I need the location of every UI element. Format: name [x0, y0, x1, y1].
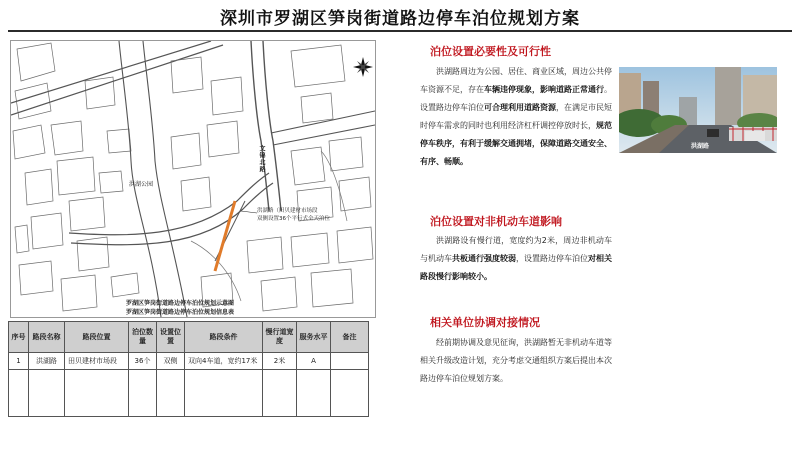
text-run-bold: 规范停车秩序，有利于缓解交通拥堵，保障道路交通安全、有序、畅顺。 — [420, 121, 612, 166]
table-row-empty — [9, 370, 369, 417]
table-row — [9, 353, 369, 370]
map-drawing — [11, 41, 375, 317]
table-header-row — [9, 322, 369, 353]
table-cell: 36个 — [129, 353, 157, 370]
table-cell: 双向4车道，宽约17米 — [185, 353, 263, 370]
table-cell: 田贝建材市场段 — [65, 353, 129, 370]
table-cell: 双侧 — [157, 353, 185, 370]
section-text-coordination — [420, 334, 612, 388]
text-run: 经前期协调及意见征询，洪湖路暂无非机动车道等相关升级改造计划，充分考虑交通组织方案后提出本次路边停车泊位规划方案。 — [420, 338, 612, 383]
map-captions — [126, 299, 234, 317]
text-run: 。设置路边停车泊位 — [420, 85, 612, 112]
table-cell: 洪湖路 — [29, 353, 65, 370]
map-caption-1: 罗湖区笋岗街道路边停车泊位规划示意图 — [126, 300, 235, 307]
table-cell: A — [297, 353, 331, 370]
text-run: ，在满足市民短时停车需求的同时也利用经济杠杆调控停放时长， — [420, 103, 612, 130]
table-header: 序号 — [9, 322, 29, 353]
road-photo — [619, 67, 777, 153]
text-run: ，设置路边停车泊位 — [516, 254, 588, 263]
table-header: 泊位数量 — [129, 322, 157, 353]
section-heading-impact: 泊位设置对非机动车道影响 — [430, 215, 562, 228]
map-label-park: 洪湖公园 — [129, 181, 154, 188]
map-callout — [257, 207, 330, 223]
map-callout-line-1: 洪湖路（田贝建材市场段 — [257, 208, 318, 214]
text-run: 洪湖路周边为公园、居住、商业区域，周边公共停车资源不足，存在 — [420, 67, 612, 94]
table-header: 路段名称 — [29, 322, 65, 353]
text-run: 洪湖路设有慢行道，宽度约为2米，周边非机动车与机动车 — [420, 236, 612, 263]
table-header: 备注 — [331, 322, 369, 353]
title-divider — [8, 30, 792, 32]
map-label-road: 文锦北路 — [258, 145, 265, 173]
table-header: 服务水平 — [297, 322, 331, 353]
table-cell: 1 — [9, 353, 29, 370]
table-cell: 2米 — [263, 353, 297, 370]
text-run-bold: 可合理利用道路资源 — [484, 103, 556, 112]
section-heading-necessity: 泊位设置必要性及可行性 — [430, 45, 551, 58]
table-header: 路段条件 — [185, 322, 263, 353]
table-header: 路段位置 — [65, 322, 129, 353]
location-map — [10, 40, 376, 318]
section-text-necessity — [420, 63, 612, 171]
map-caption-2: 罗湖区笋岗街道路边停车泊位规划信息表 — [126, 309, 235, 316]
section-heading-coordination: 相关单位协调对接情况 — [430, 316, 540, 329]
table-cell — [331, 353, 369, 370]
text-run-bold: 车辆违停现象，影响道路正常通行 — [484, 85, 604, 94]
text-run-bold: 共板通行强度较弱 — [452, 254, 516, 263]
page-title: 深圳市罗湖区笋岗街道路边停车泊位规划方案 — [220, 9, 580, 29]
road-photo-label: 洪湖路 — [691, 143, 710, 150]
table-header: 慢行道宽度 — [263, 322, 297, 353]
parking-info-table — [8, 321, 369, 417]
parking-segment-line — [215, 201, 235, 271]
compass-rose-icon — [353, 57, 373, 77]
text-run-bold: 对相关路段慢行影响较小。 — [420, 254, 612, 281]
map-callout-line-2: 双侧设置36个平行式全天泊位 — [257, 216, 330, 222]
table-header: 设置位置 — [157, 322, 185, 353]
section-text-impact — [420, 232, 612, 286]
